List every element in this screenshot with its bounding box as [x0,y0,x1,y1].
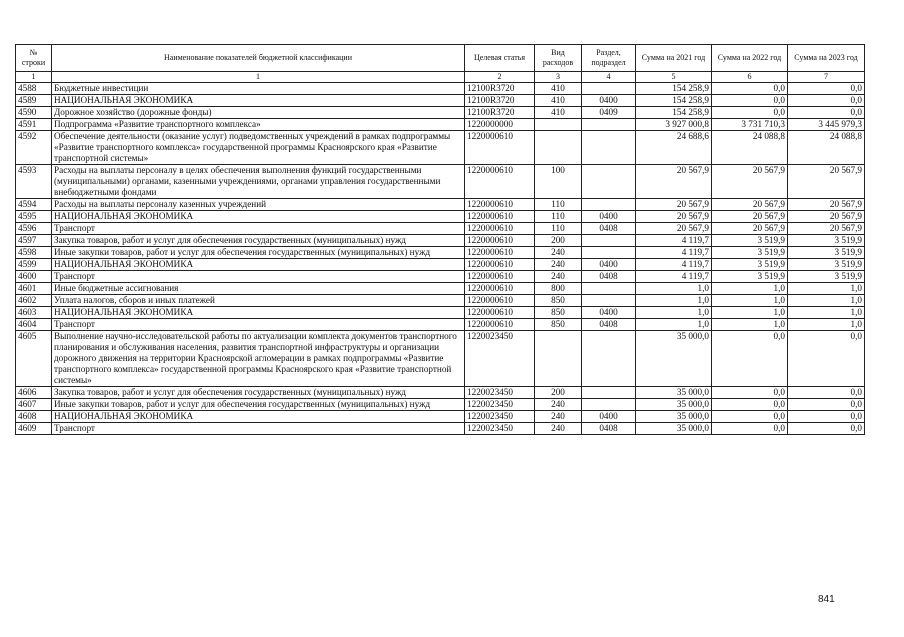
cell-sum-2023: 1,0 [788,319,865,331]
cell-sum-2021: 154 258,9 [636,107,712,119]
cell-row-number: 4596 [16,223,52,235]
cell-section [582,387,636,399]
cell-sum-2021: 35 000,0 [636,387,712,399]
cell-sum-2023: 20 567,9 [788,211,865,223]
cell-name: Расходы на выплаты персоналу казенных учреждений [52,199,465,211]
cell-sum-2022: 3 519,9 [712,259,788,271]
cell-section: 0408 [582,223,636,235]
cell-section [582,165,636,199]
header-sum-2022: Сумма на 2022 год [712,45,788,72]
cell-sum-2022: 0,0 [712,83,788,95]
cell-target: 1220000610 [465,199,535,211]
cell-sum-2022: 1,0 [712,319,788,331]
cell-sum-2021: 35 000,0 [636,423,712,435]
cell-sum-2022: 20 567,9 [712,165,788,199]
cell-sum-2022: 1,0 [712,283,788,295]
cell-target: 1220000610 [465,165,535,199]
cell-sum-2023: 1,0 [788,283,865,295]
cell-row-number: 4601 [16,283,52,295]
column-number-row [16,72,865,83]
header-target: Целевая статья [465,45,535,72]
table-header [16,45,865,83]
cell-sum-2022: 3 519,9 [712,271,788,283]
cell-expense-type: 240 [535,411,582,423]
cell-name: Иные закупки товаров, работ и услуг для обеспечения государственных (муниципальных) нужд [52,247,465,259]
table-body [16,83,865,435]
budget-sheet [15,44,865,435]
cell-sum-2023: 0,0 [788,331,865,387]
cell-sum-2022: 0,0 [712,423,788,435]
cell-sum-2021: 3 927 000,8 [636,119,712,131]
cell-section: 0400 [582,411,636,423]
cell-row-number: 4591 [16,119,52,131]
cell-target: 1220023450 [465,423,535,435]
cell-name: Дорожное хозяйство (дорожные фонды) [52,107,465,119]
cell-sum-2023: 3 519,9 [788,247,865,259]
cell-expense-type: 240 [535,423,582,435]
cell-row-number: 4589 [16,95,52,107]
table-row [16,95,865,107]
cell-sum-2023: 1,0 [788,307,865,319]
cell-sum-2023: 0,0 [788,411,865,423]
cell-sum-2022: 3 731 710,3 [712,119,788,131]
cell-section [582,247,636,259]
cell-target: 1220023450 [465,331,535,387]
header-row-number: № строки [16,45,52,72]
table-row [16,199,865,211]
cell-row-number: 4600 [16,271,52,283]
cell-sum-2021: 4 119,7 [636,247,712,259]
cell-row-number: 4590 [16,107,52,119]
cell-name: Бюджетные инвестиции [52,83,465,95]
cell-expense-type: 850 [535,319,582,331]
cell-row-number: 4599 [16,259,52,271]
cell-name: Транспорт [52,423,465,435]
cell-name: Транспорт [52,271,465,283]
cell-sum-2022: 3 519,9 [712,235,788,247]
cell-sum-2022: 20 567,9 [712,199,788,211]
cell-sum-2023: 0,0 [788,83,865,95]
cell-row-number: 4598 [16,247,52,259]
cell-sum-2021: 154 258,9 [636,95,712,107]
cell-row-number: 4607 [16,399,52,411]
column-number: 1 [52,72,465,83]
cell-sum-2021: 4 119,7 [636,235,712,247]
cell-expense-type: 410 [535,95,582,107]
cell-expense-type: 110 [535,211,582,223]
cell-target: 1220000610 [465,131,535,165]
cell-name: НАЦИОНАЛЬНАЯ ЭКОНОМИКА [52,95,465,107]
cell-target: 1220000610 [465,283,535,295]
table-row [16,259,865,271]
cell-name: Закупка товаров, работ и услуг для обеспечения государственных (муниципальных) нужд [52,235,465,247]
cell-row-number: 4603 [16,307,52,319]
cell-section: 0400 [582,307,636,319]
cell-name: Подпрограмма «Развитие транспортного комплекса» [52,119,465,131]
cell-section: 0400 [582,259,636,271]
cell-target: 1220000610 [465,319,535,331]
column-number: 5 [636,72,712,83]
cell-expense-type [535,131,582,165]
cell-row-number: 4592 [16,131,52,165]
table-row [16,411,865,423]
cell-section [582,83,636,95]
cell-sum-2022: 0,0 [712,95,788,107]
table-row [16,247,865,259]
cell-target: 1220000610 [465,223,535,235]
cell-row-number: 4609 [16,423,52,435]
cell-sum-2023: 1,0 [788,295,865,307]
cell-expense-type: 110 [535,223,582,235]
cell-sum-2022: 1,0 [712,295,788,307]
cell-name: НАЦИОНАЛЬНАЯ ЭКОНОМИКА [52,211,465,223]
table-row [16,423,865,435]
cell-expense-type: 100 [535,165,582,199]
cell-sum-2021: 35 000,0 [636,399,712,411]
cell-sum-2023: 20 567,9 [788,165,865,199]
page-number: 841 [818,594,835,605]
cell-name: НАЦИОНАЛЬНАЯ ЭКОНОМИКА [52,307,465,319]
cell-expense-type: 850 [535,295,582,307]
cell-sum-2023: 20 567,9 [788,223,865,235]
cell-sum-2022: 24 088,8 [712,131,788,165]
cell-sum-2023: 20 567,9 [788,199,865,211]
cell-sum-2022: 20 567,9 [712,223,788,235]
cell-name: НАЦИОНАЛЬНАЯ ЭКОНОМИКА [52,411,465,423]
cell-sum-2023: 0,0 [788,399,865,411]
cell-sum-2022: 3 519,9 [712,247,788,259]
cell-name: Иные бюджетные ассигнования [52,283,465,295]
cell-row-number: 4606 [16,387,52,399]
cell-row-number: 4595 [16,211,52,223]
cell-target: 1220023450 [465,387,535,399]
cell-expense-type: 200 [535,235,582,247]
cell-row-number: 4597 [16,235,52,247]
cell-expense-type: 200 [535,387,582,399]
header-sum-2023: Сумма на 2023 год [788,45,865,72]
cell-target: 1220000610 [465,271,535,283]
cell-sum-2021: 20 567,9 [636,211,712,223]
column-number: 3 [535,72,582,83]
cell-sum-2023: 3 519,9 [788,235,865,247]
table-row [16,107,865,119]
cell-name: Выполнение научно-исследовательской работы по актуализации комплекта документов транспортного планирования и обслуживания населения, развития транспортной инфраструктуры и организации дорожного движения на территории Красноярской агломерации в рамках подпрограммы «Развитие транспортного комплекса» государственной программы Красноярского края «Развитие транспортной системы» [52,331,465,387]
cell-sum-2022: 0,0 [712,387,788,399]
cell-sum-2023: 24 088,8 [788,131,865,165]
cell-row-number: 4594 [16,199,52,211]
cell-sum-2021: 1,0 [636,307,712,319]
cell-target: 1220000610 [465,235,535,247]
cell-sum-2022: 0,0 [712,411,788,423]
header-name: Наименование показателей бюджетной классификации [52,45,465,72]
cell-expense-type: 240 [535,399,582,411]
table-row [16,223,865,235]
table-row [16,283,865,295]
table-row [16,331,865,387]
table-row [16,319,865,331]
cell-sum-2022: 0,0 [712,107,788,119]
cell-target: 1220000610 [465,295,535,307]
cell-sum-2022: 20 567,9 [712,211,788,223]
cell-sum-2021: 20 567,9 [636,165,712,199]
cell-sum-2021: 4 119,7 [636,271,712,283]
cell-target: 1220000610 [465,307,535,319]
table-row [16,387,865,399]
cell-sum-2023: 0,0 [788,387,865,399]
cell-expense-type: 850 [535,307,582,319]
table-row [16,307,865,319]
cell-name: Расходы на выплаты персоналу в целях обеспечения выполнения функций государственными (муниципальными) органами, казенными учреждениями, органами управления государственными внебюджетными фондами [52,165,465,199]
column-number: 4 [582,72,636,83]
budget-table [15,44,865,435]
table-row [16,131,865,165]
cell-expense-type: 800 [535,283,582,295]
cell-section [582,283,636,295]
cell-sum-2023: 0,0 [788,423,865,435]
cell-row-number: 4605 [16,331,52,387]
cell-section [582,295,636,307]
cell-expense-type: 410 [535,107,582,119]
table-row [16,119,865,131]
cell-row-number: 4588 [16,83,52,95]
cell-target: 12100R3720 [465,83,535,95]
cell-target: 1220000000 [465,119,535,131]
cell-section [582,399,636,411]
cell-target: 1220000610 [465,259,535,271]
cell-sum-2023: 3 445 979,3 [788,119,865,131]
cell-expense-type [535,119,582,131]
cell-sum-2023: 3 519,9 [788,259,865,271]
cell-sum-2021: 1,0 [636,283,712,295]
header-expense-type: Вид расходов [535,45,582,72]
cell-target: 1220000610 [465,247,535,259]
cell-expense-type [535,331,582,387]
cell-target: 1220000610 [465,211,535,223]
column-number: 1 [16,72,52,83]
table-row [16,83,865,95]
table-row [16,399,865,411]
table-row [16,165,865,199]
cell-row-number: 4593 [16,165,52,199]
cell-row-number: 4602 [16,295,52,307]
cell-row-number: 4608 [16,411,52,423]
cell-sum-2021: 4 119,7 [636,259,712,271]
cell-sum-2021: 35 000,0 [636,411,712,423]
cell-section: 0400 [582,211,636,223]
cell-target: 1220023450 [465,411,535,423]
cell-sum-2023: 0,0 [788,95,865,107]
cell-sum-2022: 1,0 [712,307,788,319]
cell-name: НАЦИОНАЛЬНАЯ ЭКОНОМИКА [52,259,465,271]
cell-section: 0400 [582,95,636,107]
cell-sum-2021: 20 567,9 [636,223,712,235]
table-row [16,235,865,247]
cell-target: 12100R3720 [465,95,535,107]
table-row [16,271,865,283]
cell-sum-2022: 0,0 [712,331,788,387]
cell-sum-2021: 1,0 [636,319,712,331]
cell-name: Закупка товаров, работ и услуг для обеспечения государственных (муниципальных) нужд [52,387,465,399]
cell-section [582,131,636,165]
column-number: 2 [465,72,535,83]
cell-sum-2023: 0,0 [788,107,865,119]
cell-section: 0408 [582,423,636,435]
cell-sum-2021: 35 000,0 [636,331,712,387]
cell-section [582,331,636,387]
header-section: Раздел, подраздел [582,45,636,72]
cell-sum-2021: 154 258,9 [636,83,712,95]
cell-expense-type: 240 [535,259,582,271]
cell-name: Уплата налогов, сборов и иных платежей [52,295,465,307]
cell-name: Транспорт [52,319,465,331]
cell-section [582,119,636,131]
cell-name: Обеспечение деятельности (оказание услуг) подведомственных учреждений в рамках подпрограммы «Развитие транспортного комплекса» государственной программы Красноярского края «Развитие транспортной системы» [52,131,465,165]
cell-sum-2021: 1,0 [636,295,712,307]
cell-target: 1220023450 [465,399,535,411]
cell-name: Иные закупки товаров, работ и услуг для обеспечения государственных (муниципальных) нужд [52,399,465,411]
cell-sum-2021: 20 567,9 [636,199,712,211]
table-row [16,211,865,223]
column-number: 7 [788,72,865,83]
cell-row-number: 4604 [16,319,52,331]
cell-sum-2022: 0,0 [712,399,788,411]
table-row [16,295,865,307]
cell-section [582,235,636,247]
cell-target: 12100R3720 [465,107,535,119]
cell-section: 0408 [582,319,636,331]
cell-section [582,199,636,211]
cell-sum-2021: 24 688,6 [636,131,712,165]
cell-expense-type: 240 [535,271,582,283]
cell-sum-2023: 3 519,9 [788,271,865,283]
cell-section: 0409 [582,107,636,119]
cell-section: 0408 [582,271,636,283]
cell-expense-type: 410 [535,83,582,95]
cell-name: Транспорт [52,223,465,235]
cell-expense-type: 110 [535,199,582,211]
cell-expense-type: 240 [535,247,582,259]
header-sum-2021: Сумма на 2021 год [636,45,712,72]
column-number: 6 [712,72,788,83]
